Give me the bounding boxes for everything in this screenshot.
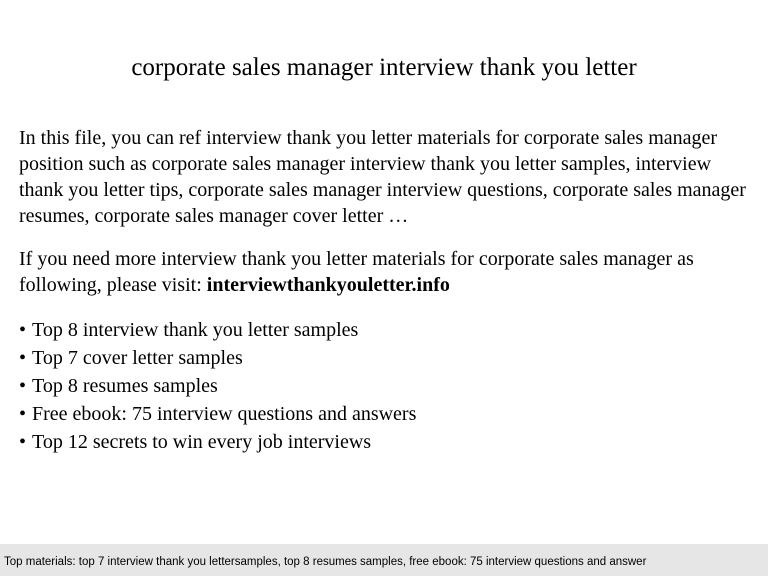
list-item (19, 428, 759, 456)
footer-bar (0, 544, 768, 576)
list-item (19, 344, 759, 372)
intro-paragraph: In this file, you can ref interview thank you letter materials for corporate sales manager position such as corporate sales manager interview thank you letter samples, interview thank you letter tips, corporate sales manager interview questions, corporate sales manager resumes, corporate sales manager cover letter … (19, 127, 746, 227)
list-item (19, 400, 759, 428)
page-title: corporate sales manager interview thank you letter (131, 54, 637, 81)
bullet-icon: • (19, 403, 27, 425)
visit-paragraph (19, 246, 759, 298)
list-item-label: Top 8 resumes samples (32, 375, 218, 397)
materials-list (19, 316, 759, 456)
footer-text: Top materials: top 7 interview thank you lettersamples, top 8 resumes samples, free ebook: 75 interview questions and answer (4, 556, 647, 568)
main-content (19, 125, 759, 456)
list-item (19, 316, 759, 344)
bullet-icon: • (19, 319, 27, 341)
list-item-label: Top 8 interview thank you letter samples (32, 319, 359, 341)
list-item (19, 372, 759, 400)
list-item-label: Top 7 cover letter samples (32, 347, 243, 369)
visit-text: If you need more interview thank you letter materials for corporate sales manager as following, please visit: (19, 248, 694, 296)
bullet-icon: • (19, 375, 27, 397)
list-item-label: Top 12 secrets to win every job interviews (32, 431, 372, 453)
website-link[interactable]: interviewthankyouletter.info (206, 274, 450, 296)
bullet-icon: • (19, 347, 27, 369)
list-item-label: Free ebook: 75 interview questions and answers (32, 403, 417, 425)
bullet-icon: • (19, 431, 27, 453)
